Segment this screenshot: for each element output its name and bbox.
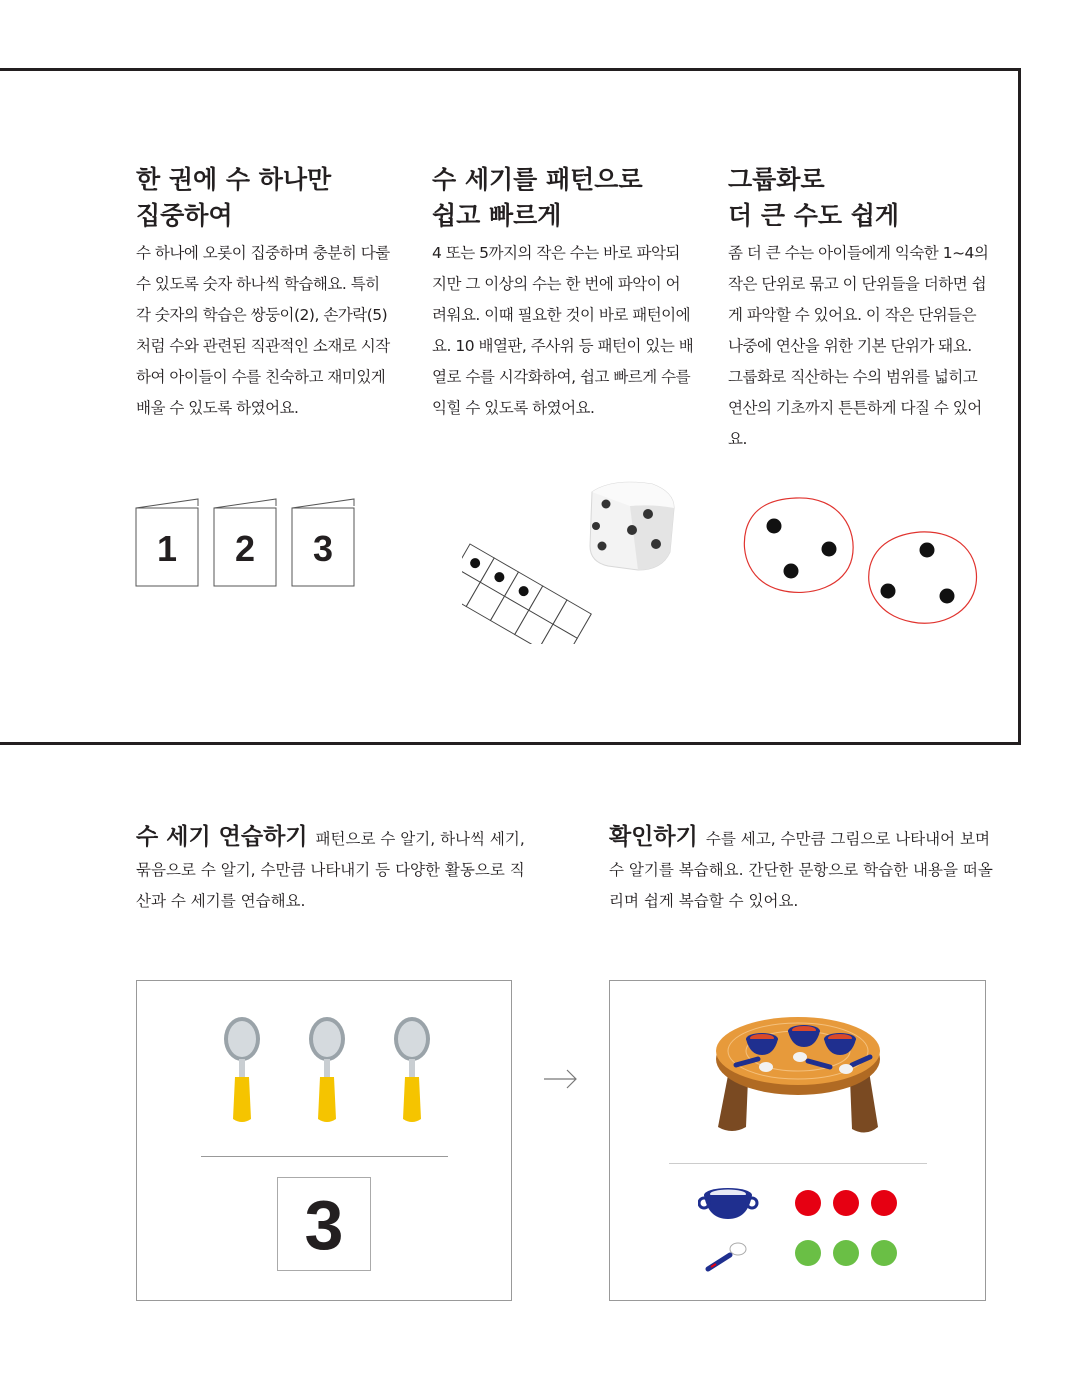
green-dot — [871, 1240, 897, 1266]
review-title: 확인하기 — [609, 824, 698, 850]
feature-column-1 — [136, 162, 398, 424]
bowl-icon — [699, 1188, 757, 1219]
feature-body: 수 하나에 오롯이 집중하며 충분히 다룰 수 있도록 숫자 하나씩 학습해요. 특히 각 숫자의 학습은 쌍둥이(2), 손가락(5)처럼 수와 관련된 직관적인 소재로 시작하여 아이들이 수를 친숙하고 재미있게 배울 수 있도록 하였어요. — [136, 244, 390, 417]
practice-card — [136, 980, 512, 1301]
spoon-icon — [394, 1017, 430, 1122]
spoon-icon — [224, 1017, 260, 1122]
arrow-right-icon — [543, 1068, 579, 1090]
spoon-icon — [309, 1017, 345, 1122]
feature-body: 좀 더 큰 수는 아이들에게 익숙한 1~4의 작은 단위로 묶고 이 단위들을 더하면 쉽게 파악할 수 있어요. 이 작은 단위들은 나중에 연산을 위한 기본 단위가 돼요. 그룹화로 직산하는 수의 범위를 넓히고 연산의 기초까지 튼튼하게 다질 수 있어요. — [728, 244, 989, 448]
feature-column-3 — [728, 162, 990, 455]
feature-body: 4 또는 5까지의 작은 수는 바로 파악되지만 그 이상의 수는 한 번에 파악이 어려워요. 이때 필요한 것이 바로 패턴이에요. 10 배열판, 주사위 등 패턴이 있는 배열로 수를 시각화하여, 쉽고 빠르게 수를 익힐 수 있도록 하였어요. — [432, 244, 694, 417]
practice-description — [136, 822, 526, 917]
divider — [201, 1156, 448, 1157]
red-dot — [795, 1190, 821, 1216]
grouping-illustration — [740, 494, 985, 634]
red-dot — [871, 1190, 897, 1216]
ten-frame — [462, 544, 591, 644]
feature-title-line: 한 권에 수 하나만 — [136, 165, 332, 194]
spoon-icon — [708, 1243, 746, 1269]
book-number: 1 — [156, 528, 178, 569]
group-ring — [869, 532, 977, 623]
red-dot — [833, 1190, 859, 1216]
review-description — [609, 822, 994, 917]
feature-title-line: 쉽고 빠르게 — [432, 201, 562, 230]
feature-title-line: 집중하여 — [136, 201, 233, 230]
book-2 — [214, 499, 276, 586]
feature-title-line: 그룹화로 — [728, 165, 825, 194]
green-dot — [833, 1240, 859, 1266]
ten-frame-dice-illustration — [462, 474, 682, 644]
feature-title — [136, 162, 398, 234]
feature-title-line: 수 세기를 패턴으로 — [432, 165, 643, 194]
divider — [669, 1163, 927, 1164]
number-books-illustration — [134, 496, 364, 592]
book-3 — [292, 499, 354, 586]
feature-column-2 — [432, 162, 694, 424]
book-number: 3 — [312, 528, 334, 569]
feature-title-line: 더 큰 수도 쉽게 — [728, 201, 900, 230]
book-1 — [136, 499, 198, 586]
practice-title: 수 세기 연습하기 — [136, 824, 308, 850]
feature-title — [728, 162, 990, 234]
book-number: 2 — [234, 528, 256, 569]
review-body: 수를 세고, 수만큼 그림으로 나타내어 보며 수 알기를 복습해요. 간단한 문항으로 학습한 내용을 떠올리며 쉽게 복습할 수 있어요. — [609, 830, 993, 910]
dice — [590, 482, 674, 570]
feature-title — [432, 162, 694, 234]
answer-counts — [698, 1185, 908, 1277]
practice-body: 패턴으로 수 알기, 하나씩 세기, 묶음으로 수 알기, 수만큼 나타내기 등 다양한 활동으로 직산과 수 세기를 연습해요. — [136, 830, 525, 910]
spoons-illustration — [217, 1015, 437, 1125]
green-dot — [795, 1240, 821, 1266]
group-ring — [744, 498, 853, 593]
answer-number-box: 3 — [277, 1177, 371, 1271]
table-illustration — [710, 1009, 890, 1149]
review-card — [609, 980, 986, 1301]
